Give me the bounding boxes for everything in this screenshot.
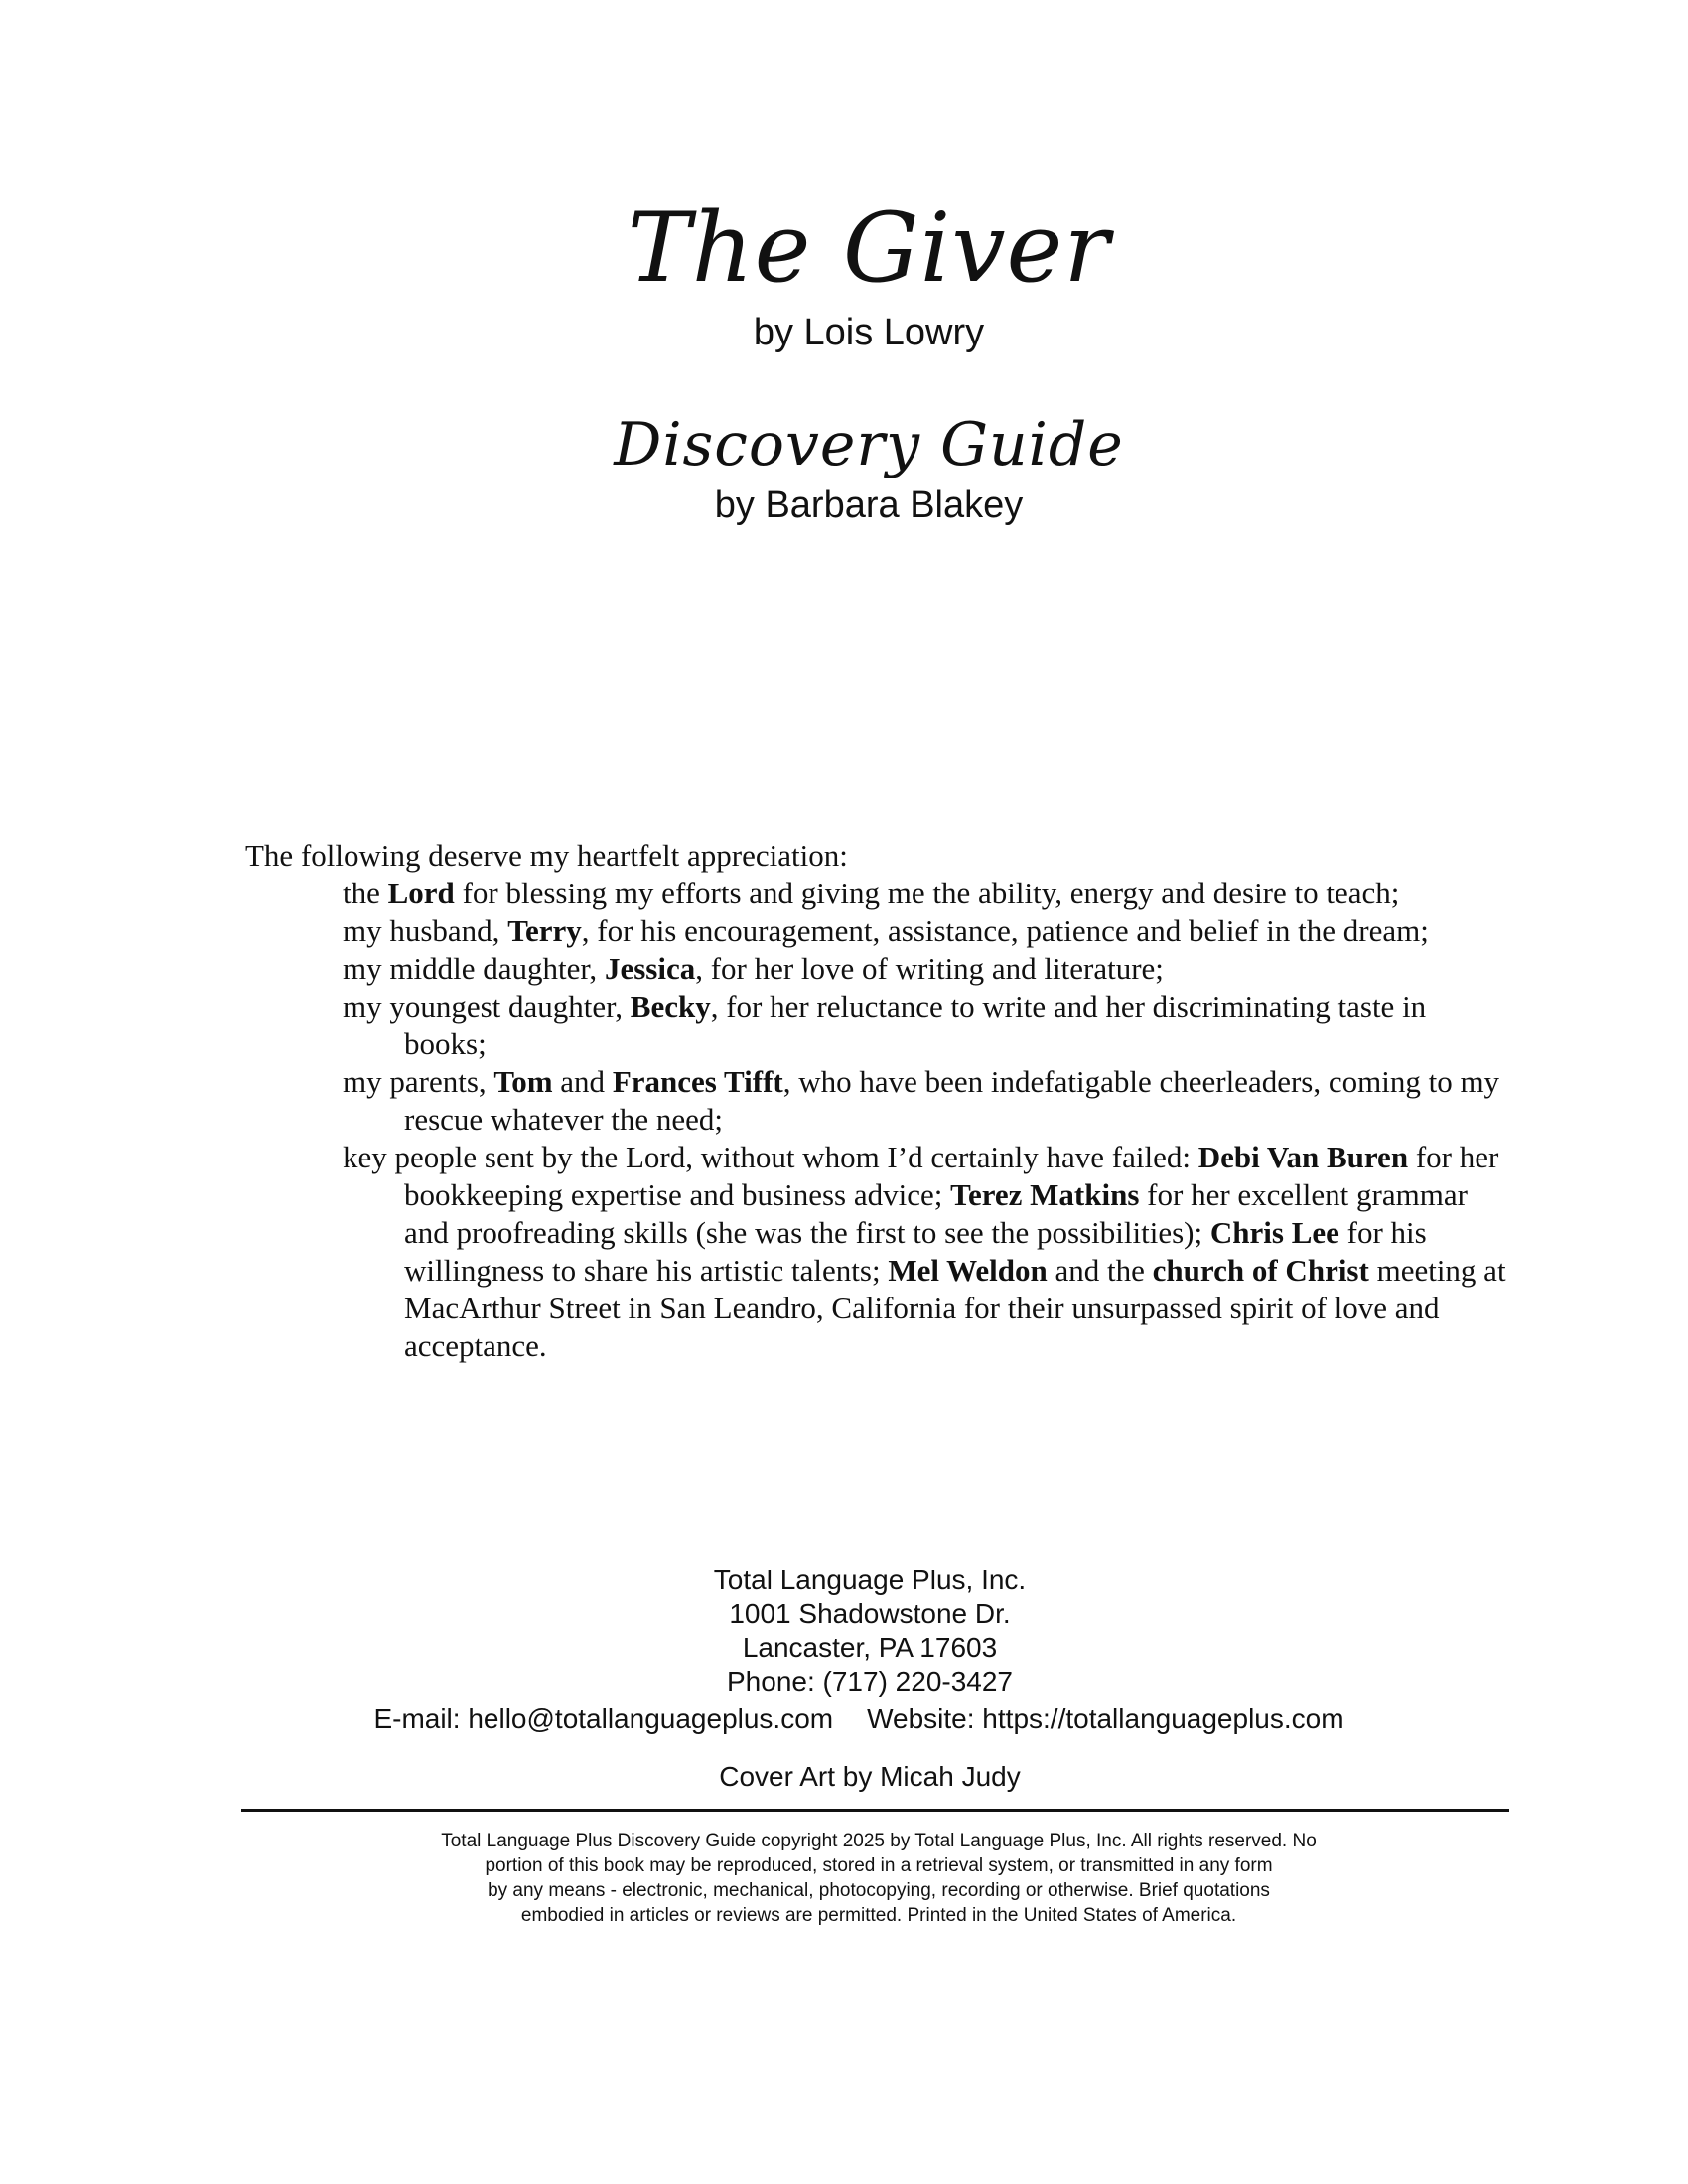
acknowledgements [245,837,1506,1365]
copyright-line: portion of this book may be reproduced, stored in a retrieval system, or transmitted in any form [485,1855,1273,1876]
ack-name: Frances Tifft [612,1064,783,1099]
title-block [0,194,1688,529]
ack-item-husband: my husband, Terry, for his encouragement, assistance, patience and belief in the dream; [343,913,1429,948]
ack-name: Mel Weldon [888,1253,1048,1288]
ack-name: Terry [507,913,582,948]
publisher-phone: Phone: (717) 220-3427 [727,1666,1013,1697]
publisher-contact [0,1703,1688,1736]
guide-author: by Barbara Blakey [714,484,1024,526]
ack-item-middle-daughter: my middle daughter, Jessica, for her love of writing and literature; [343,951,1164,986]
ack-item-parents: my parents, Tom and Frances Tifft, who have been indefatigable cheerleaders, coming to my rescue whatever the need; [343,1064,1500,1137]
book-author: by Lois Lowry [753,312,985,353]
horizontal-divider [241,1809,1509,1812]
publisher-address [0,1564,1688,1699]
ack-name: Chris Lee [1209,1215,1339,1250]
ack-name: Tom [493,1064,553,1099]
ack-name: church of Christ [1152,1253,1369,1288]
publisher-website[interactable]: Website: https://totallanguageplus.com [867,1704,1344,1734]
copyright-line: by any means - electronic, mechanical, photocopying, recording or otherwise. Brief quotations [488,1880,1270,1901]
guide-title: Discovery Guide [614,410,1124,479]
copyright-notice [357,1829,1400,1928]
acknowledgements-list [245,875,1506,1365]
ack-name: Debi Van Buren [1197,1140,1409,1174]
ack-name: Jessica [604,951,696,986]
ack-name: Becky [630,989,711,1024]
publisher-street: 1001 Shadowstone Dr. [729,1598,1011,1629]
publisher-email[interactable]: E-mail: hello@totallanguageplus.com [373,1704,834,1734]
ack-item-youngest-daughter: my youngest daughter, Becky, for her reluctance to write and her discriminating taste in books; [343,989,1427,1061]
ack-name: Terez Matkins [950,1177,1140,1212]
ack-item-lord: the Lord for blessing my efforts and giving me the ability, energy and desire to teach; [343,876,1400,910]
publisher-name: Total Language Plus, Inc. [713,1565,1027,1595]
cover-art-credit: Cover Art by Micah Judy [719,1761,1021,1792]
acknowledgements-intro: The following deserve my heartfelt appreciation: [245,838,848,873]
publisher-city: Lancaster, PA 17603 [742,1632,998,1663]
copyright-line: embodied in articles or reviews are permitted. Printed in the United States of America. [520,1905,1237,1926]
ack-item-key-people: key people sent by the Lord, without whom I’d certainly have failed: Debi Van Buren for her bookkeeping expertise and business advice; Terez Matkins for her excellent grammar and proofreading skills (she was the first to see the possibilities); Chris Lee for his willingness to share his artistic talents; Mel Weldon and the church of Christ meeting at MacArthur Street in San Leandro, California for their unsurpassed spirit of love and acceptance. [343,1140,1506,1363]
ack-name: Lord [387,876,455,910]
copyright-line: Total Language Plus Discovery Guide copyright 2025 by Total Language Plus, Inc. All rights reserved. No [441,1831,1317,1851]
book-title: The Giver [627,193,1111,304]
